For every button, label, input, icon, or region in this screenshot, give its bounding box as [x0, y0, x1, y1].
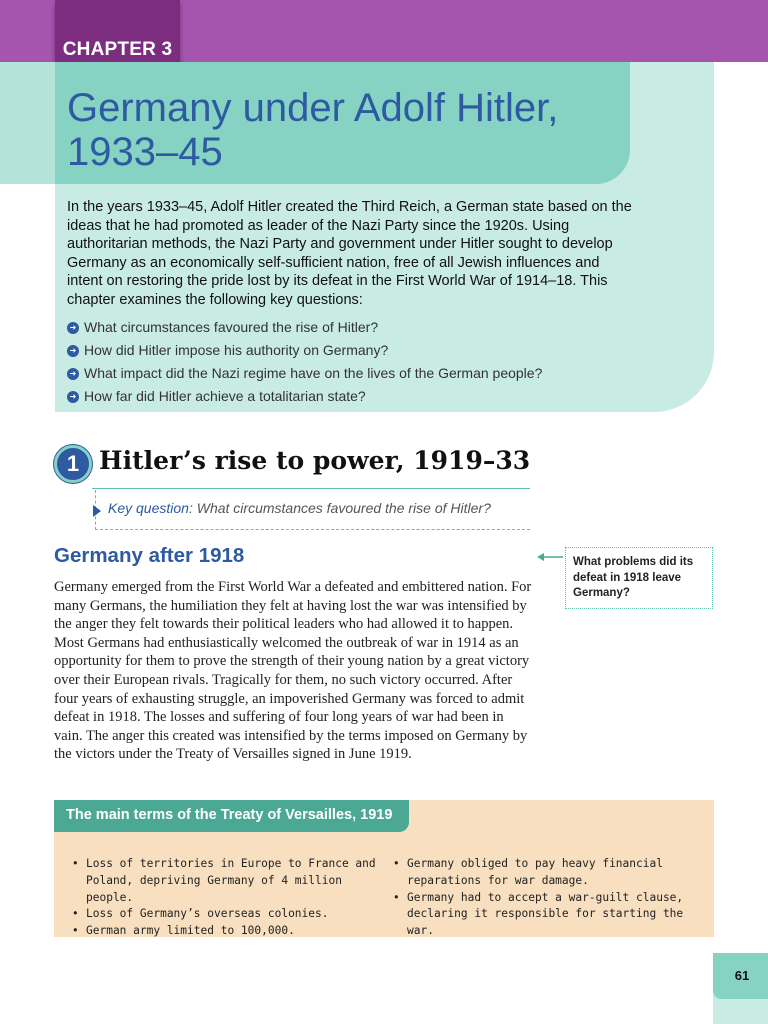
chapter-label: CHAPTER 3 [62, 39, 173, 60]
key-questions-list [67, 316, 627, 408]
list-item: • Loss of territories in Europe to France and Poland, depriving Germany of 4 million people. [70, 856, 380, 906]
list-item: • Loss of Germany’s overseas colonies. [70, 906, 380, 923]
list-item [67, 385, 627, 408]
list-item: • Germany obliged to pay heavy financial reparations for war damage. [391, 856, 706, 890]
circled-arrow-icon: ➜ [67, 391, 79, 403]
triangle-right-icon [93, 505, 101, 517]
body-paragraph: Germany emerged from the First World War a defeated and embittered nation. For many Germans, the humiliation they felt at having lost the war was intensified by the anger they felt towards their political leaders who had allowed it to happen. Most Germans had enthusiastically welcomed the outbreak of war in 1914 as an opportunity for them to prove the strength of their young nation by a great victory over their European rivals. Tragically for them, no such victory occurred. After four years of exhausting struggle, an impoverished Germany was forced to admit defeat in 1918. The losses and suffering of four long years of war had been in vain. The anger this created was intensified by the terms imposed on Germany by the victors under the Treaty of Versailles signed in June 1919. [54, 579, 532, 763]
list-item: • German army limited to 100,000. [70, 923, 380, 940]
treaty-title: The main terms of the Treaty of Versailles, 1919 [54, 800, 409, 832]
list-item: • Germany had to accept a war-guilt clause, declaring it responsible for starting the war. [391, 890, 706, 940]
circled-arrow-icon: ➜ [67, 322, 79, 334]
circled-arrow-icon: ➜ [67, 368, 79, 380]
section-rule [92, 488, 530, 489]
intro-paragraph: In the years 1933–45, Adolf Hitler created the Third Reich, a German state based on the ideas that he had promoted as leader of the Nazi Party since the 1920s. Using authoritarian methods, the Nazi Party and government under Hitler sought to develop Germany as an economically self-sufficient nation, free of all Jewish influences and intent on restoring the pride lost by its defeat in the First World War of 1914–18. This chapter examines the following key questions: [67, 199, 632, 308]
key-question-label: Key question [108, 500, 189, 516]
key-question-text: How did Hitler impose his authority on Germany? [84, 342, 389, 358]
page-number: 61 [734, 968, 750, 983]
section-number-badge [54, 445, 92, 483]
section-number: 1 [66, 451, 80, 476]
key-question-text: How far did Hitler achieve a totalitarian state? [84, 388, 366, 404]
arrow-left-icon [537, 552, 563, 562]
key-question-body: : What circumstances favoured the rise of Hitler? [188, 500, 491, 516]
key-question-text: What impact did the Nazi regime have on the lives of the German people? [84, 365, 543, 381]
treaty-terms-left [70, 856, 380, 940]
list-item [67, 316, 627, 339]
key-question-line [108, 500, 491, 516]
key-question-text: What circumstances favoured the rise of Hitler? [84, 319, 379, 335]
section-title: Hitler’s rise to power, 1919–33 [99, 446, 531, 475]
circled-arrow-icon: ➜ [67, 345, 79, 357]
list-item [67, 339, 627, 362]
page-title: Germany under Adolf Hitler, 1933–45 [67, 86, 559, 174]
subheading: Germany after 1918 [54, 544, 245, 567]
title-band-edge [0, 62, 60, 184]
list-item [67, 362, 627, 385]
margin-note: What problems did its defeat in 1918 leave Germany? [565, 547, 713, 609]
treaty-terms-right [391, 856, 706, 940]
